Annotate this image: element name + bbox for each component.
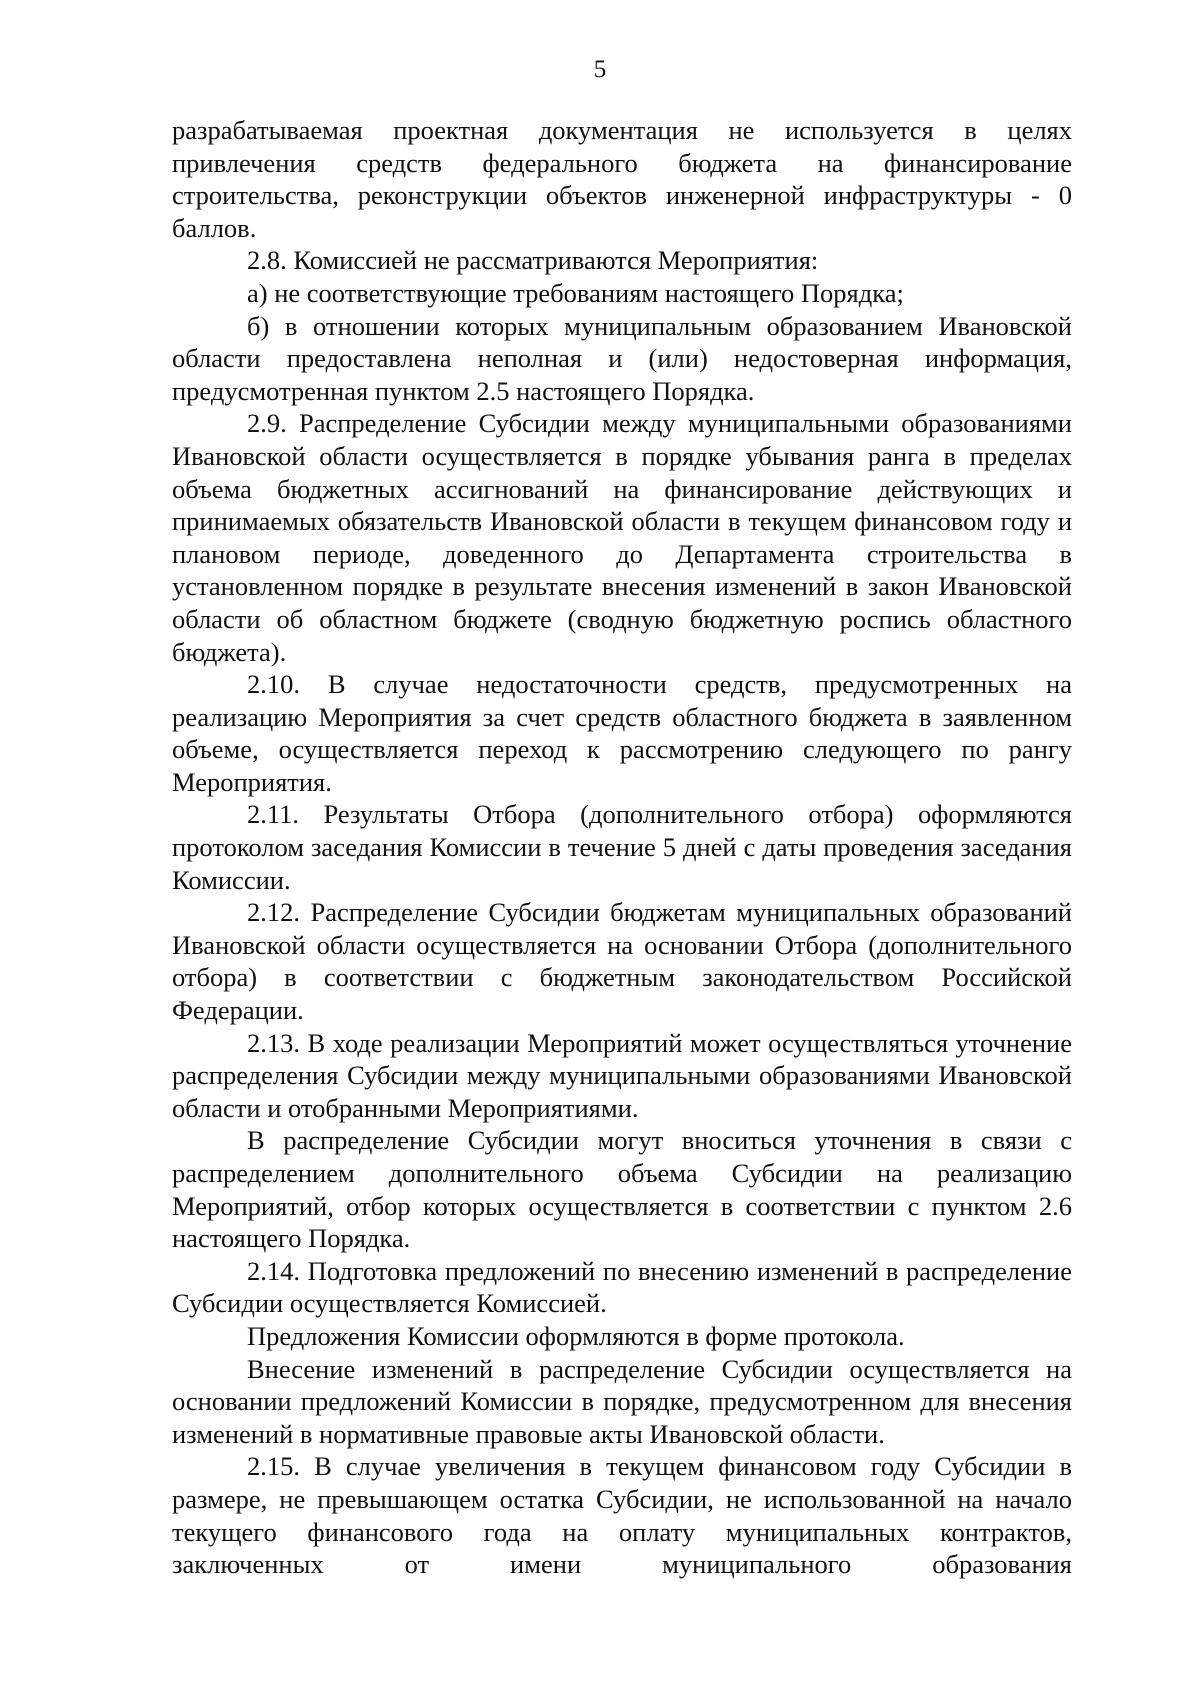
paragraph-2-13: 2.13. В ходе реализации Мероприятий может осуществляться уточнение распределения Субсидии между муниципальными образованиями Ивановской области и отобранными Мероприятиями. — [172, 1027, 1072, 1123]
paragraph-2-8-a: а) не соответствующие требованиям настоящего Порядка; — [247, 277, 904, 308]
paragraph-2-8-b: б) в отношении которых муниципальным образованием Ивановской области предоставлена неполная и (или) недостоверная информация, предусмотренная пунктом 2.5 настоящего Порядка. — [172, 310, 1072, 406]
paragraph-2-10: 2.10. В случае недостаточности средств, предусмотренных на реализацию Мероприятия за счет средств областного бюджета в заявленном объеме, осуществляется переход к рассмотрению следующего по рангу Мероприятия. — [172, 669, 1072, 797]
paragraph-2-14: 2.14. Подготовка предложений по внесению изменений в распределение Субсидии осуществляется Комиссией. — [172, 1255, 1072, 1319]
paragraph-continued: разрабатываемая проектная документация не используется в целях привлечения средств федерального бюджета на финансирование строительства, реконструкции объектов инженерной инфраструктуры - 0 баллов. — [172, 115, 1072, 243]
paragraph-2-11: 2.11. Результаты Отбора (дополнительного отбора) оформляются протоколом заседания Комиссии в течение 5 дней с даты проведения заседания Комиссии. — [172, 799, 1072, 895]
paragraph-2-14-changes: Внесение изменений в распределение Субсидии осуществляется на основании предложений Комиссии в порядке, предусмотренном для внесения изменений в нормативные правовые акты Ивановской области. — [172, 1353, 1072, 1449]
paragraph-2-15: 2.15. В случае увеличения в текущем финансовом году Субсидии в размере, не превышающем остатка Субсидии, не использованной на начало текущего финансового года на оплату муниципальных контрактов, заключенных от имени муниципального образования — [172, 1451, 1072, 1580]
paragraph-2-9: 2.9. Распределение Субсидии между муниципальными образованиями Ивановской области осуществляется в порядке убывания ранга в пределах объема бюджетных ассигнований на финансирование действующих и принимаемых обязательств Ивановской области в текущем финансовом году и плановом периоде, доведенного до Департамента строительства в установленном порядке в результате внесения изменений в закон Ивановской области об областном бюджете (сводную бюджетную роспись областного бюджета). — [172, 408, 1072, 667]
paragraph-2-12: 2.12. Распределение Субсидии бюджетам муниципальных образований Ивановской области осуществляется на основании Отбора (дополнительного отбора) в соответствии с бюджетным законодательством Российской Федерации. — [172, 897, 1072, 1026]
paragraph-2-13-continued: В распределение Субсидии могут вноситься уточнения в связи с распределением дополнительного объема Субсидии на реализацию Мероприятий, отбор которых осуществляется в соответствии с пунктом 2.6 настоящего Порядка. — [172, 1125, 1072, 1254]
paragraph-2-8: 2.8. Комиссией не рассматриваются Мероприятия: — [247, 245, 819, 276]
page-number: 5 — [593, 56, 607, 83]
paragraph-2-14-protocol: Предложения Комиссии оформляются в форме протокола. — [247, 1320, 905, 1351]
document-body — [172, 114, 1072, 1581]
